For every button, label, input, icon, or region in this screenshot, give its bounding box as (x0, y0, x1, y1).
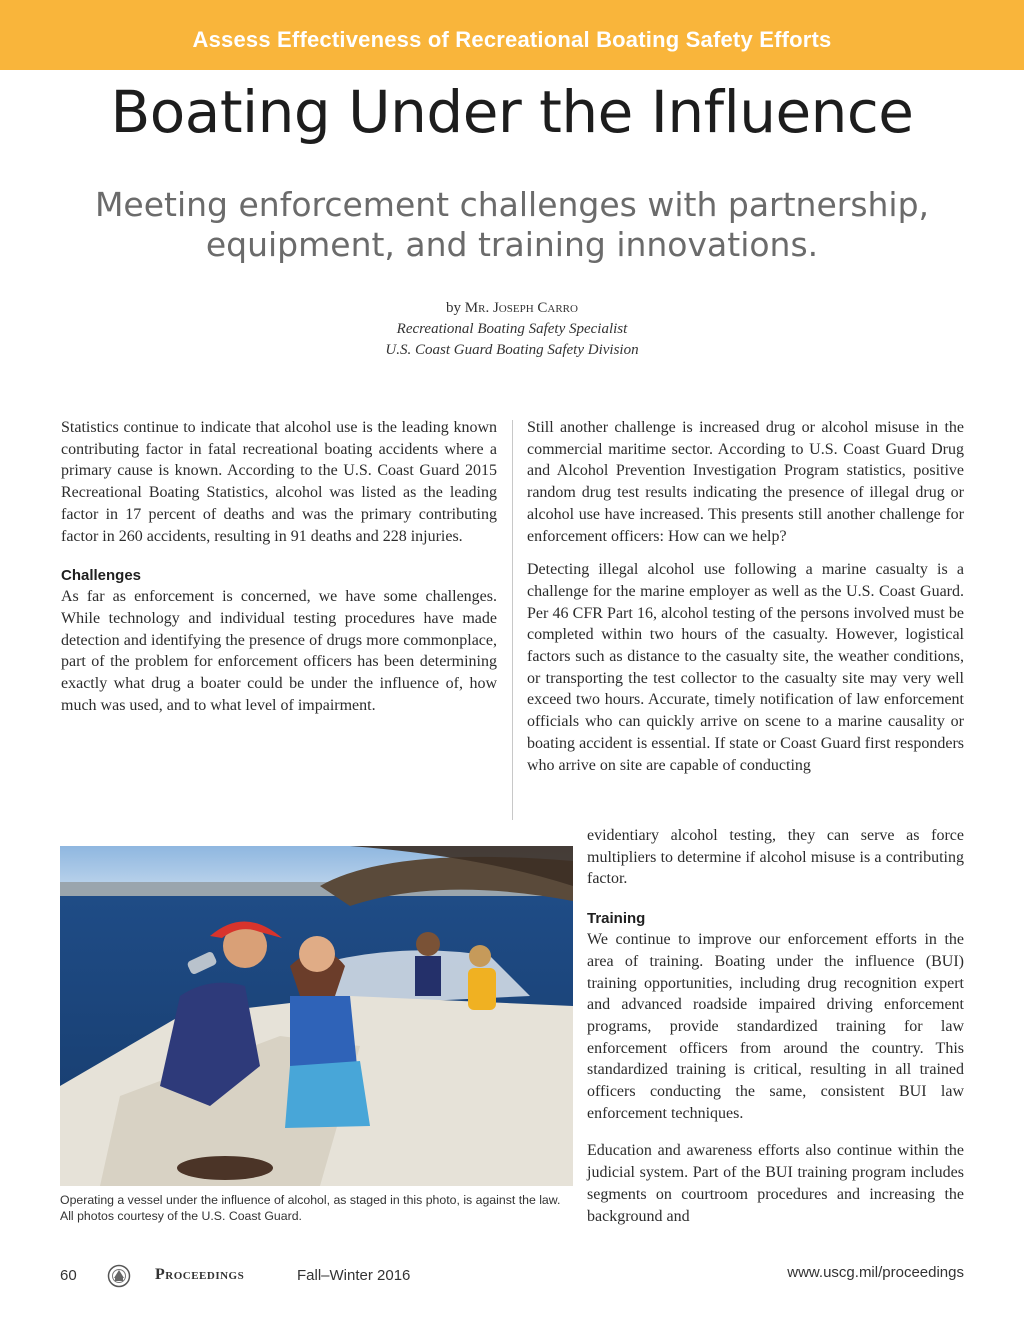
coast-guard-seal-icon (107, 1264, 131, 1293)
publication-name: Proceedings (155, 1266, 245, 1283)
author-name: Mr. Joseph Carro (464, 300, 578, 316)
article-subtitle (60, 185, 964, 265)
section-banner (0, 0, 1024, 70)
photo-caption: Operating a vessel under the influence of alcohol, as staged in this photo, is against the law. All photos courtesy of the U.S. Coast Guard. (60, 1193, 561, 1223)
author-byline (0, 298, 1024, 361)
left-column (61, 417, 497, 716)
challenges-heading: Challenges (61, 567, 142, 585)
intro-paragraph: Statistics continue to indicate that alcohol use is the leading known contributing factor in fatal recreational boating accidents where a primary cause is known. According to the U.S. Coast Guard 2015 Recreational Boating Statistics, alcohol was listed as the leading factor in 17 percent of deaths and was the primary contributing factor in 260 accidents, resulting in 91 deaths and 228 injuries. (61, 419, 497, 545)
boating-photo (60, 846, 573, 1186)
training-heading: Training (587, 910, 646, 928)
right-column (527, 417, 964, 776)
author-organization: U.S. Coast Guard Boating Safety Division (385, 342, 639, 358)
publication-url[interactable]: www.uscg.mil/proceedings (787, 1264, 964, 1281)
boating-photo-illustration (60, 846, 573, 1186)
commercial-sector-paragraph: Still another challenge is increased drug or alcohol misuse in the commercial maritime sector. According to U.S. Coast Guard Drug and Alcohol Prevention Investigation Program statistics, positive random drug test results indicating the presence of illegal drug or alcohol use have increased. This presents still another challenge for enforcement officers: How can we help? (527, 419, 964, 545)
column-divider (512, 420, 513, 820)
subtitle-line-2: equipment, and training innovations. (205, 225, 819, 264)
page-number: 60 (60, 1267, 77, 1284)
subtitle-line-1: Meeting enforcement challenges with partnership, (94, 185, 930, 224)
page-footer (60, 1264, 964, 1288)
marine-casualty-paragraph-continued: evidentiary alcohol testing, they can serve as force multipliers to determine if alcohol misuse is a contributing factor. (587, 827, 964, 888)
section-banner-text: Assess Effectiveness of Recreational Boating Safety Efforts (192, 27, 832, 52)
marine-casualty-paragraph: Detecting illegal alcohol use following a marine casualty is a challenge for the marine employer as well as the U.S. Coast Guard. Per 46 CFR Part 16, alcohol testing of the persons involved must be completed within two hours of the casualty. However, logistical factors such as distance to the casualty site, the weather conditions, or transporting the test collector to the casualty site may very well exceed two hours. Accurate, timely notification of law enforcement officials who can quickly arrive on scene to a marine causality or boating accident is essential. If state or Coast Guard first responders who arrive on site are capable of conducting (527, 561, 964, 774)
training-paragraph: We continue to improve our enforcement efforts in the area of training. Boating under the influence (BUI) training opportunities, including drug recognition expert and advanced roadside impaired driving enforcement programs, provide standardized training for law enforcement officers from around the country. This standardized training is critical, resulting in all trained officers conducting the same, consistent BUI law enforcement techniques. (587, 931, 964, 1122)
author-role: Recreational Boating Safety Specialist (396, 321, 628, 337)
issue-date: Fall–Winter 2016 (297, 1267, 411, 1284)
article-title: Boating Under the Influence (110, 78, 914, 146)
right-column-lower (587, 825, 964, 1227)
judicial-paragraph: Education and awareness efforts also continue within the judicial system. Part of the BUI training program includes segments on courtroom procedures and increasing the background and (587, 1142, 964, 1225)
byline-prefix: by (446, 300, 462, 316)
challenges-paragraph: As far as enforcement is concerned, we have some challenges. While technology and individual testing procedures have made detection and identifying the presence of drugs more commonplace, part of the problem for enforcement officers has been determining exactly what drug a boater could be under the influence of, how much was used, and to what level of impairment. (61, 588, 497, 714)
